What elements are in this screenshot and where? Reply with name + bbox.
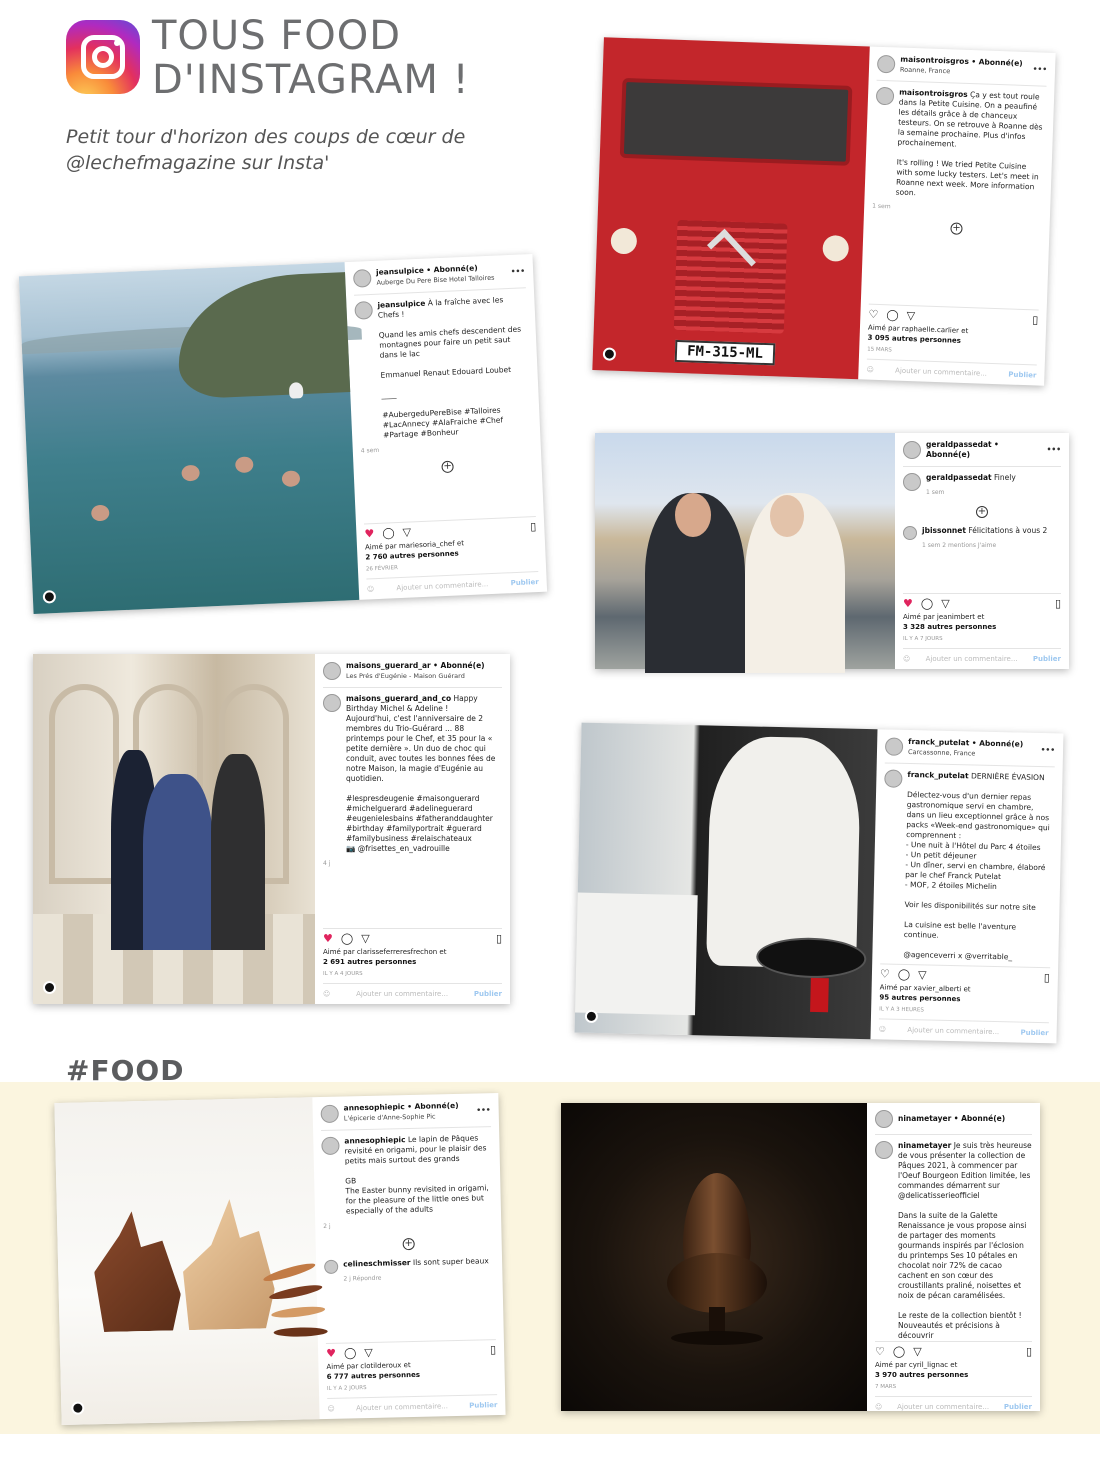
post-maisontroisgros[interactable] bbox=[592, 37, 1055, 386]
comment-text: Félicitations à vous 2 bbox=[968, 526, 1048, 535]
page-title bbox=[152, 14, 470, 102]
tagged-user-icon[interactable] bbox=[585, 1010, 598, 1023]
caption-username[interactable]: maisontroisgros bbox=[899, 87, 968, 99]
emoji-icon[interactable]: ☺ bbox=[366, 585, 375, 594]
post-time: 1 sem bbox=[926, 489, 945, 496]
add-comment-plus-icon[interactable]: + bbox=[952, 222, 961, 234]
avatar[interactable] bbox=[354, 301, 373, 320]
heart-icon[interactable]: ♡ bbox=[875, 1345, 885, 1358]
post-photo[interactable] bbox=[595, 433, 895, 669]
comment-icon[interactable]: ◯ bbox=[920, 597, 934, 610]
post-caption: Finely bbox=[994, 473, 1016, 482]
post-caption: Je suis très heureuse de vous présenter la collection de Pâques 2021, à commencer par l'Oeuf Bourgeon Edition limitée, les commandes démarrent sur @delicatisserieofficiel Dans la suite de la Galette Renaissance je vous propose ainsi de partager des moments gourmands inspirés par l'éclosion du printemps Ses 10 pétales en chocolat noir 72% de cacao cachent en son cœur des croustillants praliné, noisettes et noix de pécan caramélisées. Le reste de la collection bientôt ! Nouveautés et précisions à découvrir bbox=[898, 1141, 1032, 1340]
post-caption: Ça y est tout roule dans la Petite Cuisine. On a peaufiné les détails grâce à de chanceux testeurs. On se retrouve à Roanne dès la semaine prochaine. Plus d'infos prochainement. It's rolling ! We tried Petite Cuisine with some lucky testers. Let's meet in Roanne next week. More information soon. bbox=[895, 90, 1043, 198]
share-icon[interactable]: ▽ bbox=[941, 597, 950, 610]
heart-icon[interactable]: ♡ bbox=[868, 307, 879, 321]
liked-by-text[interactable]: Aimé par raphaelle.carlier et bbox=[867, 323, 969, 336]
share-icon[interactable]: ▽ bbox=[906, 308, 916, 323]
post-username[interactable]: annesophiepic bbox=[343, 1102, 405, 1113]
share-icon[interactable]: ▽ bbox=[913, 1345, 922, 1358]
page-title-line2: D'INSTAGRAM ! bbox=[152, 57, 470, 103]
avatar[interactable] bbox=[321, 1137, 339, 1155]
likes-count[interactable]: 3 970 autres personnes bbox=[875, 1371, 969, 1379]
caption-username[interactable]: jeansulpice bbox=[377, 298, 426, 310]
post-photo[interactable] bbox=[54, 1097, 319, 1425]
post-date: IL Y A 7 JOURS bbox=[903, 636, 943, 642]
post-panel bbox=[315, 654, 510, 1004]
post-photo[interactable] bbox=[592, 37, 869, 379]
bookmark-icon[interactable]: ▯ bbox=[1032, 313, 1039, 327]
section-heading-food: #FOOD bbox=[66, 1054, 185, 1087]
likes-count[interactable]: 6 777 autres personnes bbox=[326, 1370, 421, 1381]
add-comment-plus-icon[interactable]: + bbox=[443, 460, 452, 473]
post-time: 4 sem bbox=[360, 446, 380, 455]
post-username[interactable]: ninametayer bbox=[898, 1114, 952, 1123]
post-photo[interactable] bbox=[575, 723, 878, 1040]
comment-icon[interactable]: ◯ bbox=[382, 526, 395, 540]
likes-count[interactable]: 3 328 autres personnes bbox=[903, 623, 997, 631]
avatar[interactable] bbox=[323, 662, 341, 680]
add-comment-plus-icon[interactable]: + bbox=[977, 506, 987, 517]
caption-username[interactable]: geraldpassedat bbox=[926, 473, 992, 482]
heart-icon[interactable]: ♥ bbox=[903, 597, 913, 610]
more-options-icon[interactable]: ••• bbox=[510, 266, 526, 276]
avatar[interactable] bbox=[884, 769, 902, 787]
share-icon[interactable]: ▽ bbox=[402, 525, 412, 539]
post-panel bbox=[895, 433, 1069, 669]
liked-by-text[interactable]: Aimé par clarisseferreresfrechon et bbox=[323, 948, 447, 956]
post-date: IL Y A 2 JOURS bbox=[326, 1385, 367, 1392]
post-time: 2 j bbox=[323, 1222, 331, 1231]
post-geraldpassedat[interactable] bbox=[595, 433, 1069, 669]
tagged-user-icon[interactable] bbox=[603, 347, 616, 360]
post-photo[interactable] bbox=[33, 654, 315, 1004]
commenter-username[interactable]: jbissonnet bbox=[922, 526, 966, 535]
comment-input[interactable]: Ajouter un commentaire... bbox=[925, 655, 1018, 663]
post-location[interactable]: Les Prés d'Eugénie - Maison Guérard bbox=[346, 672, 465, 680]
chocolate-bunny-dark-shape bbox=[93, 1210, 182, 1332]
share-icon[interactable]: ▽ bbox=[364, 1345, 373, 1360]
add-comment-plus-icon[interactable]: + bbox=[404, 1237, 413, 1250]
liked-by-text[interactable]: Aimé par xavier_alberti et bbox=[879, 983, 971, 994]
caption-username[interactable]: annesophiepic bbox=[344, 1135, 406, 1146]
post-jeansulpice[interactable] bbox=[19, 254, 547, 614]
bookmark-icon[interactable]: ▯ bbox=[1043, 971, 1051, 985]
comment-icon[interactable]: ◯ bbox=[340, 932, 354, 945]
post-panel bbox=[312, 1093, 505, 1419]
heart-icon[interactable]: ♥ bbox=[323, 932, 333, 945]
publish-button[interactable]: Publier bbox=[473, 990, 502, 998]
avatar[interactable] bbox=[877, 55, 896, 74]
bookmark-icon[interactable]: ▯ bbox=[495, 932, 502, 945]
more-options-icon[interactable]: ••• bbox=[1046, 445, 1061, 454]
windshield-shape bbox=[620, 78, 853, 166]
comment-icon[interactable]: ◯ bbox=[897, 967, 911, 982]
avatar[interactable] bbox=[903, 526, 917, 540]
avatar[interactable] bbox=[885, 737, 903, 755]
comment-input[interactable]: Ajouter un commentaire... bbox=[355, 1402, 449, 1413]
caption-username[interactable]: ninametayer bbox=[898, 1141, 952, 1150]
post-caption: DERNIÈRE ÉVASION Délectez-vous d'un dernier repas gastronomique servi en chambre, dans un lieu exceptionnel grâce à nos packs «Week-end gastronomique» qui comprennent : - Une nuit à l'Hôtel du Parc 4 étoiles - Un petit déjeuner - Un dîner, servi en chambre, élaboré par le chef Franck Putelat - MOF, 2 étoiles Michelin Voir les disponibilités sur notre site La cuisine est belle l'aventure continue. @agenceverri x @verritable_ bbox=[903, 771, 1050, 962]
post-ninametayer[interactable] bbox=[561, 1103, 1040, 1411]
avatar[interactable] bbox=[324, 1260, 338, 1274]
follow-status[interactable]: • Abonné(e) bbox=[433, 661, 485, 670]
license-plate: FM-315-ML bbox=[675, 340, 776, 365]
follow-status[interactable]: • Abonné(e) bbox=[971, 57, 1023, 68]
publish-button[interactable]: Publier bbox=[1008, 370, 1037, 380]
post-annesophiepic[interactable] bbox=[54, 1093, 505, 1425]
post-panel bbox=[345, 254, 548, 600]
post-username[interactable]: jeansulpice bbox=[375, 265, 425, 277]
red-card-shape bbox=[810, 978, 829, 1012]
post-caption: Le lapin de Pâques revisité en origami, pour le plaisir des petits mais surtout des grands GB The Easter bunny revisited in origami, for the pleasure of the little ones but especially of the adults bbox=[344, 1133, 489, 1216]
tagged-user-icon[interactable] bbox=[43, 981, 56, 994]
post-panel bbox=[870, 729, 1063, 1043]
comment-input[interactable]: Ajouter un commentaire... bbox=[396, 580, 489, 593]
more-options-icon[interactable]: ••• bbox=[476, 1105, 491, 1115]
comment-meta: 2 j Répondre bbox=[343, 1274, 382, 1283]
commenter-username[interactable]: celineschmisser bbox=[343, 1258, 411, 1269]
share-icon[interactable]: ▽ bbox=[917, 968, 927, 982]
follow-status[interactable]: • Abonné(e) bbox=[926, 440, 999, 459]
caption-username[interactable]: maisons_guerard_and_co bbox=[346, 694, 452, 703]
post-time: 1 sem bbox=[872, 202, 891, 211]
chef-coat-shape bbox=[706, 736, 861, 969]
chocolate-bunny-light-shape bbox=[177, 1198, 276, 1330]
publish-button[interactable]: Publier bbox=[1020, 1028, 1049, 1038]
post-location[interactable]: L'épicerie d'Anne-Sophie Pic bbox=[343, 1112, 436, 1123]
liked-by-text[interactable]: Aimé par jeanimbert et bbox=[903, 613, 985, 621]
post-caption: À la fraîche avec les Chefs ! Quand les amis chefs descendent des montagnes pour faire un petit saut dans le lac Emmanuel Renaut Edouard Loubet ____ #AubergeduPereBise #Talloires #LacAnnecy #AlaFraiche #Chef #Partage #Bonheur bbox=[377, 295, 522, 440]
follow-status[interactable]: • Abonné(e) bbox=[971, 738, 1024, 749]
likes-count[interactable]: 3 095 autres personnes bbox=[867, 333, 961, 345]
post-panel bbox=[858, 46, 1056, 385]
publish-button[interactable]: Publier bbox=[1003, 1403, 1032, 1411]
publish-button[interactable]: Publier bbox=[510, 577, 539, 588]
post-date: IL Y A 3 HEURES bbox=[879, 1006, 924, 1014]
comment-icon[interactable]: ◯ bbox=[892, 1345, 906, 1358]
avatar[interactable] bbox=[903, 441, 921, 459]
tagged-user-icon[interactable] bbox=[71, 1401, 84, 1414]
avatar[interactable] bbox=[323, 694, 341, 712]
page-subtitle: Petit tour d'horizon des coups de cœur de @lechefmagazine sur Insta' bbox=[66, 126, 466, 174]
avatar[interactable] bbox=[321, 1105, 339, 1123]
liked-by-text[interactable]: Aimé par cyril_lignac et bbox=[875, 1361, 958, 1369]
comment-input[interactable]: Ajouter un commentaire... bbox=[356, 990, 449, 998]
buoy-shape bbox=[289, 382, 304, 399]
instagram-logo-icon bbox=[66, 20, 140, 94]
publish-button[interactable]: Publier bbox=[1032, 655, 1061, 663]
post-date: 7 MARS bbox=[875, 1384, 897, 1390]
post-date: 15 MARS bbox=[867, 346, 892, 354]
post-username[interactable]: franck_putelat bbox=[908, 736, 970, 748]
emoji-icon[interactable]: ☺ bbox=[323, 990, 331, 998]
follow-status[interactable]: • Abonné(e) bbox=[426, 263, 478, 275]
post-maisons-guerard[interactable] bbox=[33, 654, 510, 1004]
avatar[interactable] bbox=[876, 87, 895, 106]
comment-input[interactable]: Ajouter un commentaire... bbox=[894, 366, 988, 378]
post-photo[interactable] bbox=[561, 1103, 867, 1411]
post-panel bbox=[867, 1103, 1040, 1411]
heart-icon[interactable]: ♡ bbox=[879, 967, 890, 981]
avatar[interactable] bbox=[903, 473, 921, 491]
heart-icon[interactable]: ♥ bbox=[326, 1346, 337, 1360]
emoji-icon[interactable]: ☺ bbox=[875, 1403, 883, 1411]
liked-by-text[interactable]: Aimé par mariesoria_chef et bbox=[364, 539, 465, 552]
page-header bbox=[66, 14, 526, 184]
likes-count[interactable]: 2 691 autres personnes bbox=[323, 958, 417, 966]
comment-icon[interactable]: ◯ bbox=[343, 1346, 357, 1360]
comment-text: Ils sont super beaux bbox=[412, 1256, 489, 1267]
follow-status[interactable]: • Abonné(e) bbox=[407, 1100, 459, 1112]
bookmark-icon[interactable]: ▯ bbox=[489, 1343, 497, 1357]
avatar[interactable] bbox=[875, 1110, 893, 1128]
more-options-icon[interactable]: ••• bbox=[1032, 64, 1048, 74]
comment-meta: 1 sem 2 mentions J'aime bbox=[922, 542, 997, 549]
post-username[interactable]: maisontroisgros bbox=[900, 54, 970, 66]
tagged-user-icon[interactable] bbox=[43, 590, 57, 604]
comment-icon[interactable]: ◯ bbox=[886, 308, 899, 322]
likes-count[interactable]: 2 760 autres personnes bbox=[365, 549, 459, 562]
avatar[interactable] bbox=[875, 1141, 893, 1159]
post-caption: Happy Birthday Michel & Adeline ! Aujourd'hui, c'est l'anniversaire de 2 membres du Trio-Guérard ... 88 printemps pour le Chef, et 35 pour la « petite dernière ». Un duo de choc qui conduit, avec toutes les bonnes fées de notre Maison, la magie d'Eugénie au quotidien. #lespresdeugenie #maisonguerard #michelguerard #adelineguerard #eugenielesbains #fatheranddaughter #birthday #familyportrait #guerard #familybusiness #relaischateaux 📷 @frisettes_en_vadrouille bbox=[346, 694, 496, 853]
liked-by-text[interactable]: Aimé par clotilderoux et bbox=[326, 1361, 411, 1371]
post-location[interactable]: Carcassonne, France bbox=[907, 747, 976, 758]
post-time: 4 j bbox=[323, 860, 331, 867]
follow-status[interactable]: • Abonné(e) bbox=[953, 1114, 1006, 1123]
post-location[interactable]: Roanne, France bbox=[899, 65, 951, 76]
comment-input[interactable]: Ajouter un commentaire... bbox=[907, 1026, 1000, 1037]
post-photo[interactable] bbox=[19, 262, 359, 614]
post-franck-putelat[interactable] bbox=[575, 723, 1064, 1044]
emoji-icon[interactable]: ☺ bbox=[327, 1404, 335, 1413]
bookmark-icon[interactable]: ▯ bbox=[529, 520, 537, 534]
post-username[interactable]: maisons_guerard_ar bbox=[346, 661, 431, 670]
emoji-icon[interactable]: ☺ bbox=[878, 1025, 887, 1034]
bookmark-icon[interactable]: ▯ bbox=[1054, 597, 1061, 610]
comment-input[interactable]: Ajouter un commentaire... bbox=[897, 1403, 990, 1411]
post-date: IL Y A 4 JOURS bbox=[323, 971, 363, 977]
page-title-line1: TOUS FOOD bbox=[152, 13, 402, 59]
post-location[interactable]: Auberge Du Pere Bise Hotel Talloires bbox=[376, 273, 495, 287]
emoji-icon[interactable]: ☺ bbox=[903, 655, 911, 663]
likes-count[interactable]: 95 autres personnes bbox=[879, 993, 961, 1004]
post-username[interactable]: geraldpassedat bbox=[926, 440, 992, 449]
publish-button[interactable]: Publier bbox=[469, 1401, 498, 1410]
bookmark-icon[interactable]: ▯ bbox=[1025, 1345, 1032, 1358]
post-date: 26 FÉVRIER bbox=[365, 565, 398, 573]
share-icon[interactable]: ▽ bbox=[361, 932, 370, 945]
heart-icon[interactable]: ♥ bbox=[364, 527, 375, 541]
more-options-icon[interactable]: ••• bbox=[1040, 744, 1056, 755]
emoji-icon[interactable]: ☺ bbox=[866, 365, 874, 374]
caption-username[interactable]: franck_putelat bbox=[907, 769, 969, 781]
avatar[interactable] bbox=[353, 269, 372, 288]
